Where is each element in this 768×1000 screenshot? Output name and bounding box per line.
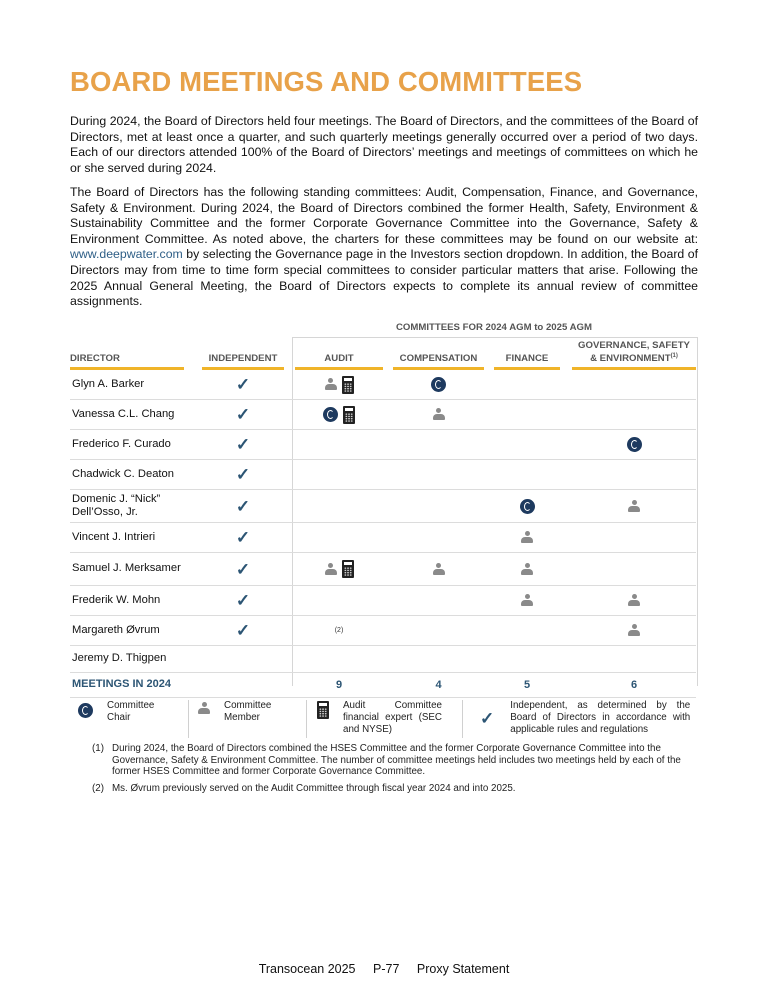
governance-cell <box>572 646 696 672</box>
calculator-icon <box>343 406 355 424</box>
chair-icon <box>520 499 535 514</box>
footer-company: Transocean 2025 <box>258 962 356 976</box>
member-icon <box>628 500 640 513</box>
compensation-cell <box>393 523 484 552</box>
governance-cell <box>572 460 696 489</box>
table-row <box>70 553 696 586</box>
chair-icon <box>78 703 93 718</box>
audit-cell <box>295 616 383 645</box>
footer-page-number: P-77 <box>373 962 400 976</box>
finance-cell <box>494 400 560 429</box>
director-name: Chadwick C. Deaton <box>72 467 174 480</box>
table-row <box>70 370 696 400</box>
table-row <box>70 430 696 460</box>
footnote-text: Ms. Øvrum previously served on the Audit Committee through fiscal year 2024 and into 2025. <box>112 783 516 795</box>
director-name: Frederico F. Curado <box>72 437 171 450</box>
checkmark-icon: ✓ <box>235 496 251 516</box>
governance-cell <box>572 370 696 399</box>
audit-meetings-count: 9 <box>335 679 343 691</box>
checkmark-icon: ✓ <box>235 559 251 579</box>
independent-cell <box>202 370 284 399</box>
compensation-meetings-count: 4 <box>435 679 442 691</box>
independent-cell <box>202 646 284 672</box>
finance-cell <box>494 370 560 399</box>
governance-meetings-count: 6 <box>630 679 638 691</box>
audit-cell <box>295 646 383 672</box>
independent-cell <box>202 523 284 552</box>
member-icon <box>521 531 533 544</box>
independent-cell <box>202 430 284 459</box>
footnotes <box>92 743 698 800</box>
paragraph-text: The Board of Directors has the following standing committees: Audit, Compensation, Finance, and Governance, Safety & Environment. During 2024, the Board of Directors combined the former Health, Safety, Environment & Sustainability Committee and the former Corporate Governance Committee into the Governance, Safety & Environment Committee. As noted above, the charters for these committees may be found on our website at: <box>70 185 698 246</box>
independent-cell <box>202 586 284 615</box>
legend-item-expert <box>312 700 442 738</box>
table-row <box>70 646 696 673</box>
legend-text: Committee Member <box>224 700 272 723</box>
column-header-governance <box>572 340 696 370</box>
compensation-cell <box>393 616 484 645</box>
footnote-2 <box>92 783 698 795</box>
governance-cell <box>572 586 696 615</box>
audit-cell <box>295 460 383 489</box>
governance-cell <box>572 553 696 585</box>
member-icon <box>198 702 210 715</box>
table-row <box>70 490 696 523</box>
member-icon <box>628 594 640 607</box>
finance-cell <box>494 430 560 459</box>
checkmark-icon: ✓ <box>235 528 251 547</box>
legend-text: Audit Committee financial expert (SEC and NYSE) <box>343 700 442 735</box>
footnote-number: (2) <box>92 783 104 795</box>
audit-cell <box>295 490 383 522</box>
legend-divider <box>188 700 189 738</box>
column-header-director: DIRECTOR <box>70 353 184 370</box>
totals-row <box>70 673 696 698</box>
footnote-number: (1) <box>92 743 104 754</box>
table-row <box>70 460 696 490</box>
checkmark-icon: ✓ <box>480 709 495 728</box>
chair-icon <box>323 407 338 422</box>
footer-document: Proxy Statement <box>416 962 510 976</box>
member-icon <box>325 378 337 391</box>
finance-cell <box>494 523 560 552</box>
compensation-cell <box>393 430 484 459</box>
finance-cell <box>494 553 560 585</box>
member-icon <box>325 563 337 576</box>
independent-cell <box>202 490 284 522</box>
legend-divider <box>462 700 463 738</box>
footnote-ref: (1) <box>670 352 678 359</box>
compensation-cell <box>393 646 484 672</box>
page-footer <box>0 962 768 976</box>
director-name: Frederik W. Mohn <box>72 593 161 606</box>
legend-text: Committee Chair <box>107 700 155 723</box>
legend-item-member <box>198 700 298 738</box>
member-icon <box>521 563 533 576</box>
governance-line1: GOVERNANCE, SAFETY <box>578 339 690 351</box>
audit-cell <box>295 553 383 585</box>
compensation-cell <box>393 490 484 522</box>
column-header-finance: FINANCE <box>494 353 560 370</box>
committees-paragraph <box>70 185 698 310</box>
finance-meetings-count: 5 <box>523 679 531 691</box>
column-header-audit: AUDIT <box>295 353 383 370</box>
director-name: Vincent J. Intrieri <box>72 530 156 543</box>
audit-cell <box>295 586 383 615</box>
page-title: BOARD MEETINGS AND COMMITTEES <box>70 66 583 97</box>
member-icon <box>433 563 445 576</box>
legend-item-independent <box>480 700 700 738</box>
finance-cell <box>494 646 560 672</box>
compensation-cell <box>393 370 484 399</box>
checkmark-icon: ✓ <box>235 465 251 484</box>
checkmark-icon: ✓ <box>235 621 251 640</box>
governance-cell <box>572 523 696 552</box>
independent-cell <box>202 400 284 429</box>
checkmark-icon: ✓ <box>235 591 251 610</box>
member-icon <box>433 408 445 421</box>
independent-cell <box>202 616 284 645</box>
governance-cell <box>572 616 696 645</box>
footnote-text: During 2024, the Board of Directors combined the HSES Committee and the former Corporate Governance Committee into the Governance, Safety & Environment Committee. The number of committee meetings held includes two meetings held by each of the former HSES Committee and former Corporate Governance Committee. <box>112 743 681 778</box>
legend-item-chair <box>78 700 178 738</box>
director-name: Margareth Øvrum <box>72 623 160 636</box>
audit-cell <box>295 400 383 429</box>
footnote-ref: (2) <box>334 627 344 634</box>
director-name: Samuel J. Merksamer <box>72 562 181 575</box>
legend <box>70 700 698 740</box>
table-header-row <box>70 340 698 370</box>
totals-label: MEETINGS IN 2024 <box>72 678 172 691</box>
table-row <box>70 523 696 553</box>
legend-divider <box>306 700 307 738</box>
calculator-icon <box>342 560 354 578</box>
legend-text: Independent, as determined by the Board of Directors in accordance with applicable rules and regulations <box>510 700 691 735</box>
calculator-icon <box>342 376 354 394</box>
audit-cell <box>295 523 383 552</box>
director-name: Glyn A. Barker <box>72 377 145 390</box>
chair-icon <box>431 377 446 392</box>
compensation-cell <box>393 586 484 615</box>
governance-cell <box>572 430 696 459</box>
checkmark-icon: ✓ <box>235 435 251 454</box>
finance-cell <box>494 460 560 489</box>
independent-cell <box>202 460 284 489</box>
independent-cell <box>202 553 284 585</box>
finance-cell <box>494 586 560 615</box>
member-icon <box>628 624 640 637</box>
audit-cell <box>295 370 383 399</box>
column-header-compensation: COMPENSATION <box>393 353 484 370</box>
paragraph-text: by selecting the Governance page in the Investors section dropdown. In addition, the Board of Directors may from time to time form special committees to consider particular matters that arise. Following the 2025 Annual General Meeting, the Board of Directors expects to complete its annual review of committee assignments. <box>70 247 698 309</box>
director-name: Jeremy D. Thigpen <box>72 652 167 665</box>
compensation-cell <box>393 400 484 429</box>
audit-cell <box>295 430 383 459</box>
director-name: Domenic J. “Nick” Dell’Osso, Jr. <box>72 492 161 518</box>
compensation-cell <box>393 460 484 489</box>
governance-cell <box>572 490 696 522</box>
calculator-icon <box>317 701 329 719</box>
table-row <box>70 400 696 430</box>
footnote-1 <box>92 743 698 778</box>
column-header-independent: INDEPENDENT <box>202 353 284 370</box>
director-name: Vanessa C.L. Chang <box>72 407 175 420</box>
finance-cell <box>494 616 560 645</box>
compensation-cell <box>393 553 484 585</box>
member-icon <box>521 594 533 607</box>
chair-icon <box>627 437 642 452</box>
governance-line2: & ENVIRONMENT <box>590 353 671 364</box>
website-link[interactable]: www.deepwater.com <box>70 247 183 262</box>
governance-cell <box>572 400 696 429</box>
finance-cell <box>494 490 560 522</box>
table-row <box>70 616 696 646</box>
intro-paragraph: During 2024, the Board of Directors held four meetings. The Board of Directors, and the committees of the Board of Directors, met at least once a quarter, and such quarterly meetings generally occurred over a period of two days. Each of our directors attended 100% of the Board of Directors’ meetings and meetings of committees on which he or she served during 2024. <box>70 114 698 175</box>
checkmark-icon: ✓ <box>235 375 251 394</box>
checkmark-icon: ✓ <box>235 405 251 424</box>
committees-group-header: COMMITTEES FOR 2024 AGM to 2025 AGM <box>396 322 592 333</box>
table-row <box>70 586 696 616</box>
